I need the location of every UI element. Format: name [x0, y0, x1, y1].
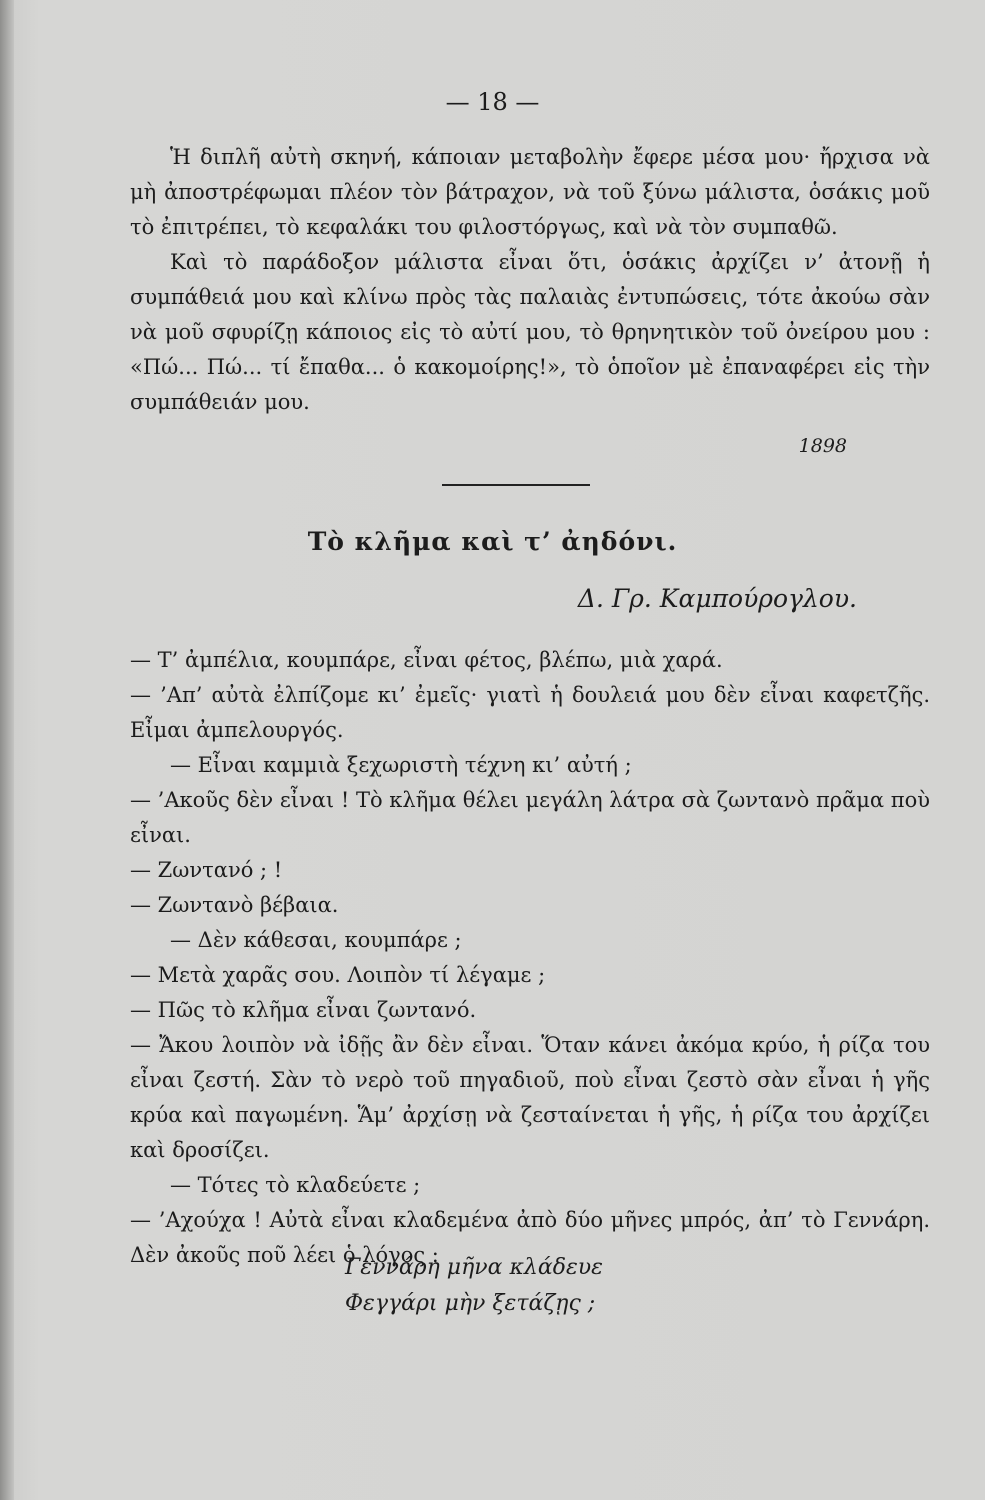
verse-block: [345, 1250, 845, 1322]
dialogue-line: — Εἶναι καμμιὰ ξεχωριστὴ τέχνη κι’ αὐτή ;: [170, 753, 632, 777]
dialogue-line: — Τ’ ἀμπέλια, κουμπάρε, εἶναι φέτος, βλέπω, μιὰ χαρά.: [130, 648, 723, 672]
author-name: Δ. Γρ. Καμπούρογλου.: [577, 584, 857, 613]
verse-line: Φεγγάρι μὴν ξετάζῃς ;: [345, 1291, 596, 1316]
intro-paragraph-2: Καὶ τὸ παράδοξον μάλιστα εἶναι ὅτι, ὁσάκις ἀρχίζει ν’ ἀτονῇ ἡ συμπάθειά μου καὶ κλίνω πρὸς τὰς παλαιὰς ἐντυπώσεις, τότε ἀκούω σὰν νὰ μοῦ σφυρίζῃ κάποιος εἰς τὸ αὐτί μου, τὸ θρηνητικὸν τοῦ ὀνείρου μου : «Πώ... Πώ... τί ἔπαθα... ὁ κακομοίρης!», τὸ ὁποῖον μὲ ἐπαναφέρει εἰς τὴν συμπάθειάν μου.: [130, 250, 930, 414]
section-divider: [442, 484, 590, 486]
dialogue-line: — ’Απ’ αὐτὰ ἐλπίζομε κι’ ἐμεῖς· γιατὶ ἡ δουλειά μου δὲν εἶναι καφετζῆς. Εἶμαι ἀμπελουργός.: [130, 683, 930, 742]
date: 1898: [798, 435, 847, 457]
dialogue-line: — Τότες τὸ κλαδεύετε ;: [170, 1173, 421, 1197]
intro-text: [130, 140, 930, 420]
dialogue-line: — Μετὰ χαρᾶς σου. Λοιπὸν τί λέγαμε ;: [130, 963, 546, 987]
dialogue-line: — ’Αχούχα ! Αὐτὰ εἶναι κλαδεμένα ἀπὸ δύο μῆνες μπρός, ἀπ’ τὸ Γεννάρη. Δὲν ἀκοῦς ποῦ λέει ὁ λόγος :: [130, 1208, 930, 1267]
dialogue-text: [130, 643, 930, 1273]
section-title: Τὸ κλῆμα καὶ τ’ ἀηδόνι.: [307, 527, 678, 556]
dialogue-line: — Ζωντανό ; !: [130, 858, 283, 882]
verse-line: Γεννάρη μῆνα κλάδευε: [345, 1255, 603, 1280]
dialogue-line: — Ἄκου λοιπὸν νὰ ἰδῇς ἂν δὲν εἶναι. Ὅταν κάνει ἀκόμα κρύο, ἡ ρίζα του εἶναι ζεστή. Σὰν τὸ νερὸ τοῦ πηγαδιοῦ, ποὺ εἶναι ζεστὸ σὰν εἶναι ἡ γῆς κρύα καὶ παγωμένη. Ἅμ’ ἀρχίσῃ νὰ ζεσταίνεται ἡ γῆς, ἡ ρίζα του ἀρχίζει καὶ δροσίζει.: [130, 1033, 930, 1162]
dialogue-line: — Δὲν κάθεσαι, κουμπάρε ;: [170, 928, 462, 952]
page-number: — 18 —: [445, 88, 540, 116]
dialogue-line: — Ζωντανὸ βέβαια.: [130, 893, 339, 917]
page-spine-shadow: [0, 0, 14, 1500]
intro-paragraph-1: Ἡ διπλῆ αὐτὴ σκηνή, κάποιαν μεταβολὴν ἔφερε μέσα μου· ἤρχισα νὰ μὴ ἀποστρέφωμαι πλέον τὸν βάτραχον, νὰ τοῦ ξύνω μάλιστα, ὁσάκις μοῦ τὸ ἐπιτρέπει, τὸ κεφαλάκι του φιλοστόργως, καὶ νὰ τὸν συμπαθῶ.: [130, 145, 930, 239]
dialogue-line: — Πῶς τὸ κλῆμα εἶναι ζωντανό.: [130, 998, 477, 1022]
dialogue-line: — ’Ακοῦς δὲν εἶναι ! Τὸ κλῆμα θέλει μεγάλη λάτρα σὰ ζωντανὸ πρᾶμα ποὺ εἶναι.: [130, 788, 930, 847]
